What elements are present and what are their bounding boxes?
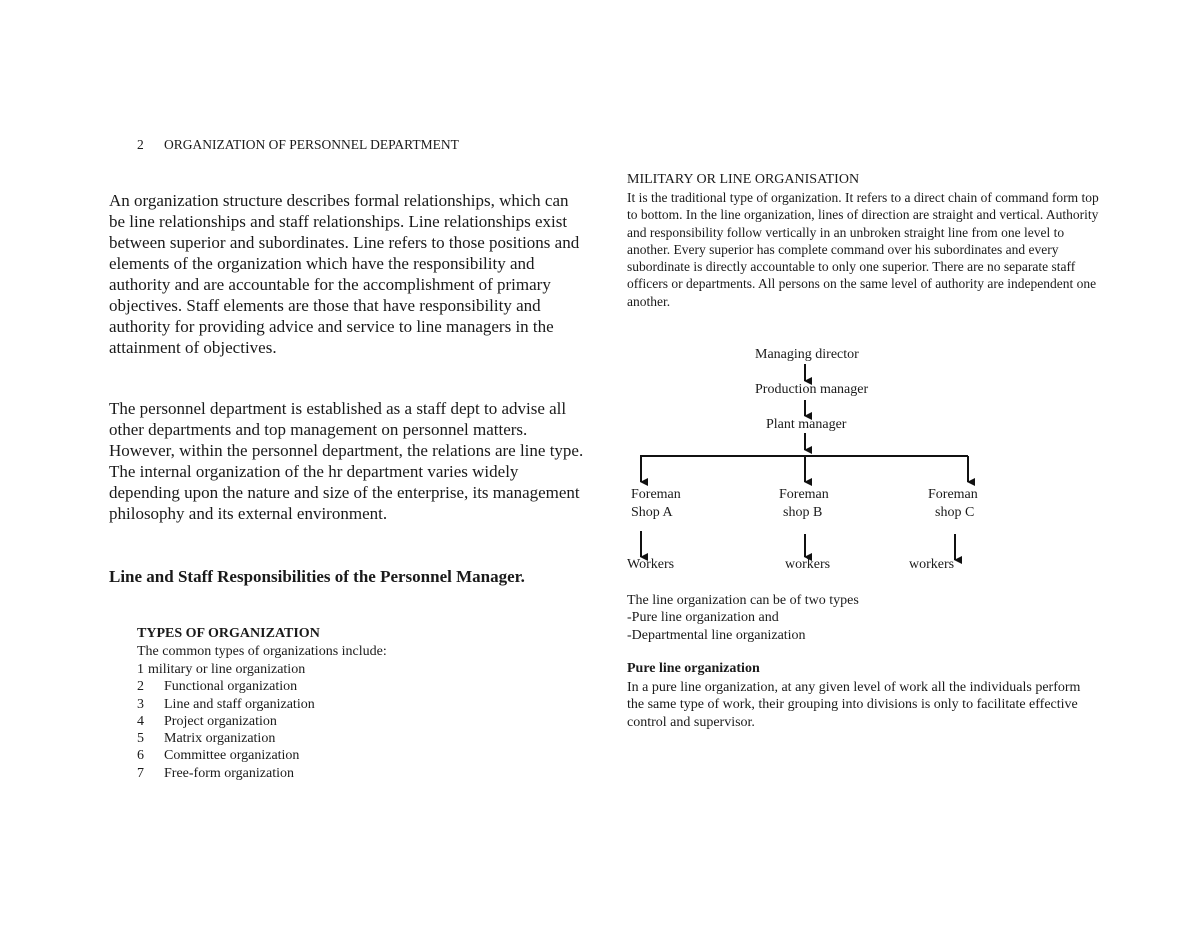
types-intro: The common types of organizations include: — [137, 644, 387, 659]
list-item: 2 Functional organization — [137, 679, 298, 695]
foreman-b-line1: Foreman — [779, 487, 829, 502]
pure-line-paragraph: In a pure line organization, at any given level of work all the individuals perform the same type of work, their grouping into divisions is only to facilitate effective control and supervisor. — [627, 680, 1081, 730]
military-paragraph: It is the traditional type of organization. It refers to a direct chain of command form top to bottom. In the line organization, lines of direction are straight and vertical. Authority and responsibility follow vertically in an unbroken straight line from one level to another. Every superior has complete command over his subordinates and every subordinate is directly accountable to only one superior. There are no separate staff officers or departments. All persons on the same level of authority are independent one another. — [627, 190, 1099, 309]
foreman-c-line1: Foreman — [928, 487, 978, 502]
list-item: 7 Free-form organization — [137, 765, 294, 781]
production-manager-box: Production manager — [755, 382, 869, 397]
personnel-paragraph: The personnel department is established as a staff dept to advise all other departments and top management on personnel matters. However, within the personnel department, the relations are line type. The internal organization of the hr department varies widely depending upon the nature and size of the enterprise, its management philosophy and its external environment. — [109, 399, 584, 523]
line-types-block — [627, 592, 859, 644]
pure-line-title: Pure line organization — [627, 661, 760, 676]
list-item: 4 Project organization — [137, 713, 277, 729]
managing-director-box: Managing director — [755, 347, 859, 362]
foreman-b-line2: shop B — [783, 505, 823, 520]
list-item: 5 Matrix organization — [137, 731, 276, 747]
section-number: 2 — [137, 137, 144, 152]
military-title: MILITARY OR LINE ORGANISATION — [627, 172, 860, 187]
workers-b-box: workers — [785, 557, 831, 572]
line-types-item: -Departmental line organization — [627, 627, 806, 643]
workers-a-box: Workers — [627, 557, 675, 572]
foreman-a-line1: Foreman — [631, 487, 681, 502]
foreman-c-line2: shop C — [935, 505, 975, 520]
line-types-item: -Pure line organization and — [627, 610, 779, 626]
line-staff-subheading: Line and Staff Responsibilities of the Personnel Manager. — [109, 567, 525, 586]
intro-paragraph: An organization structure describes formal relationships, which can be line relationships and staff relationships. Line relationships exist between superior and subordinates. Line refers to those positions and elements of the organization which have the responsibility and authority and are accountable for the accomplishment of primary objectives. Staff elements are those that have responsibility and authority for providing advice and service to line managers in the attainment of objectives. — [109, 191, 580, 357]
list-item: 3 Line and staff organization — [137, 696, 315, 712]
list-item: 1 military or line organization — [137, 662, 306, 677]
section-title: ORGANIZATION OF PERSONNEL DEPARTMENT — [164, 137, 459, 152]
list-item: 6 Committee organization — [137, 748, 300, 764]
types-title: TYPES OF ORGANIZATION — [137, 626, 320, 641]
workers-c-box: workers — [909, 557, 955, 572]
line-types-intro: The line organization can be of two types — [627, 593, 859, 608]
foreman-a-line2: Shop A — [631, 505, 673, 520]
plant-manager-box: Plant manager — [766, 417, 847, 432]
